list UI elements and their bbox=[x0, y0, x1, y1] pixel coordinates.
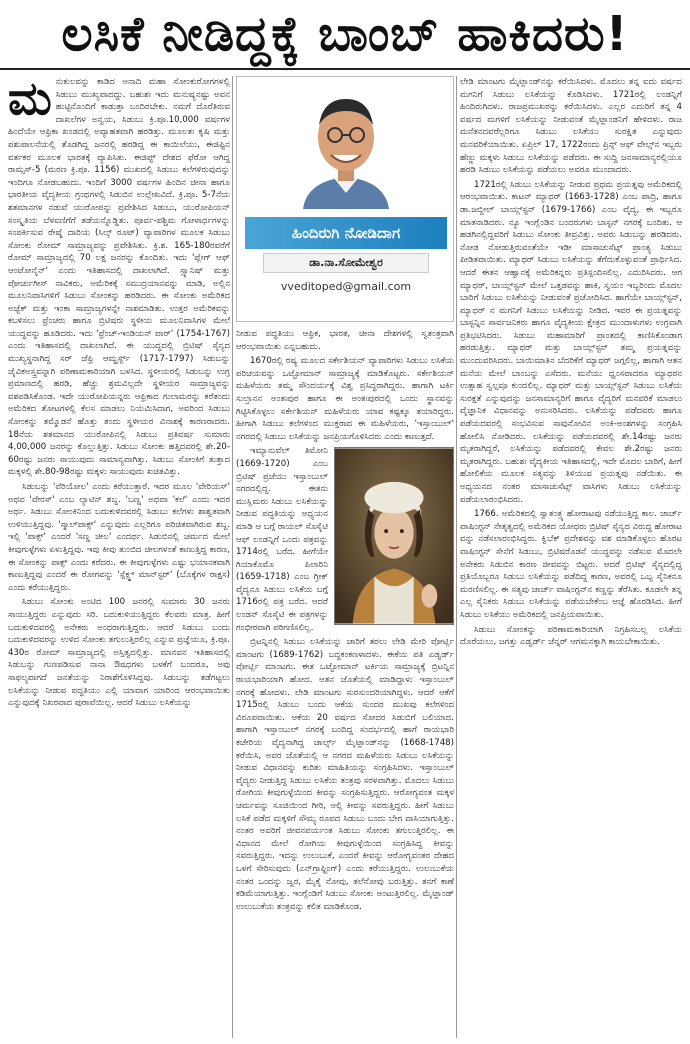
portrait-painting bbox=[335, 448, 453, 624]
lady-montagu-portrait bbox=[334, 447, 454, 625]
headline: ಲಸಿಕೆ ನೀಡಿದ್ದಕ್ಕೆ ಬಾಂಬ್ ಹಾಕಿದರು! bbox=[0, 0, 690, 70]
article-paragraph: 1721ರಲ್ಲಿ ಸಿಡುಬು ಲಸಿಕೆಯನ್ನು ನೀಡುವ ಪ್ರಥಮ ಪ್ರಯತ್ನವು ಅಮೆರಿಕದಲ್ಲಿ ಆರಂಭವಾಯಿತು. ಕಾಟನ್ ಮ್ಯಾಥರ್ (1663-1728) ಎಂಬ ಪಾದ್ರಿ, ಹಾಗೂ ಡಾ.ಜಬ್ದೀಲ್ ಬಾಯ್ಲ್‌ಸ್ಟನ್ (1679-1766) ಎಂಬ ವೈದ್ಯ, ಈ ಇಬ್ಬರೂ ಮಾತನಾಡಿದರು. ನ್ಯೂ ಇಂಗ್ಲೆಂಡಿನ ಬಂದರುಗಳು ಬಾಸ್ಟನ್ ನಗರಕ್ಕೆ ಬಂದಿತು. ಆ ಹಡಗಿನಲ್ಲಿದ್ದವರಿಗೆ ಸಿಡುಬು ಸೋಂಕು ತೀವ್ರವಿತ್ತು. ಅವರು ಸಿಡುಬನ್ನು ಹರಡಿದರು. ನೋಡ ನೋಡುತ್ತಿರುವಂತೆಯೇ ಇಡೀ ಮಾಸಾಚುಸೆಟ್ಸ್ ಪ್ರಾಂತ್ಯ ಸಿಡುಬು ಪೀಡಿತವಾಯಿತು. ಮ್ಯಾಥರ್ ಸಿಡುಬು ಲಸಿಕೆಯನ್ನು ತೆಗೆದುಕೊಳ್ಳುವಂತೆ ಪ್ರಾರ್ಥಿಸಿದ. ಆದರೆ ಈತನ ಆಹ್ವಾನಕ್ಕೆ ಅಮೆರಿಕನ್ನರು ಪ್ರತಿಸ್ಪಂದಿಸಲಿಲ್ಲ. ಎದುರಿಸಿದರು. ಆಗ ಮ್ಯಾಥರ್, ಬಾಯ್ಲ್‌ಸ್ಟನ್ ಮೇಲೆ ಒತ್ತಡವನ್ನು ಹಾಕಿ, ಸ್ವಯಂ ಇಬ್ಬರಿಂದು ಮೊದಲ ಬಾರಿಗೆ ಸಿಡುಬು ಲಸಿಕೆಯನ್ನು ನೀಡುವಂತೆ ಪ್ರಚೋದಿಸಿದ. ಹಾಗೆಯೇ ಬಾಯ್ಲ್‌ಸ್ಟನ್, ಮ್ಯಾಥರ್ ನ ಮಗನಿಗೆ ಸಿಡುಬು ಲಸಿಕೆಯನ್ನು ನೀಡಿದ. ಇವರ ಈ ಪ್ರಯತ್ನವನ್ನು ಬಾಸ್ಟನ್ನಿನ ಸಾರ್ವಜನಿಕರು ಹಾಗೂ ವೈದ್ಯಕೀಯ ಕ್ಷೇತ್ರದ ಮುಂದಾಳುಗಳು ಉಗ್ರವಾಗಿ ಪ್ರತಿಭಟಿಸಿದರು. ಸಿಡುಬು ಮಹಾಮಾರಿಗೆ ಪ್ರಾಂತದಲ್ಲಿ ಕಾಣಿಸಿಕೊಂಡಾಗ ಹರಡುತ್ತಿತ್ತು. ಮ್ಯಾಥರ್ ಮತ್ತು ಬಾಯ್ಲ್‌ಸ್ಟನ್ ತಮ್ಮ ಪ್ರಯತ್ನವನ್ನು ಮುಂದುವರಿಸಿದರು. ಬಾಯಿಮಾತಿನ ಬೆದರಿಕೆಗೆ ಮ್ಯಾಥರ್ ಜಗ್ಗಲಿಲ್ಲ, ಹಾಗಾಗಿ ಆತನ ಮನೆಯ ಮೇಲೆ ಬಾಂಬನ್ನು ಎಸೆದರು. ಮನೆಯು ಧ್ವಂಸವಾದರೂ ಮ್ಯಾಥರನ ಉತ್ಸಾಹ ಸ್ವಲ್ಪವೂ ಕುಂದಲಿಲ್ಲ. ಮ್ಯಾಥರ್ ಮತ್ತು ಬಾಯ್ಲ್‌ಸ್ಟನ್ ಸಿಡುಬು ಲಸಿಕೆಯ ಸುರಕ್ಷತೆ ಎನ್ನುವುದನ್ನು ಜನಸಾಮಾನ್ಯರಿಗೆ ಹಾಗೂ ವೈದ್ಯರಿಗೆ ಮನವರಿಕೆ ಮಾಡಲು ವೈಜ್ಞಾನಿಕ ವಿಧಾನವನ್ನು ಅನುಸರಿಸಿದರು. ಲಸಿಕೆಯನ್ನು ಪಡೆದವರು ಹಾಗೂ ಪಡೆಯದವರಲ್ಲಿ ಸಂಭವಿಸುವ ಸಾವುನೋವಿನ ಅಂಕಿ-ಅಂಶಗಳನ್ನು ಸಂಗ್ರಹಿಸಿ ಹೋಲಿಸಿ ನೋಡಿದರು. ಲಸಿಕೆಯನ್ನು ಪಡೆಯದವರಲ್ಲಿ ಶೇ.14ರಷ್ಟು ಜನರು ಮೃತರಾಗಿದ್ದರೆ, ಲಸಿಕೆಯನ್ನು ಪಡೆದವರಲ್ಲಿ ಕೇವಲ ಶೇ.2ರಷ್ಟು ಜನರು ಮೃತರಾಗಿದ್ದರು. ಬಹುಶಃ ವೈದ್ಯಕೀಯ ಇತಿಹಾಸದಲ್ಲಿ, ಇದೇ ಮೊದಲ ಬಾರಿಗೆ, ಹೀಗೆ ಹೋಲಿಕೆಯ ಮೂಲಕ ಸತ್ಯವನ್ನು ತಿಳಿಯುವ ಪ್ರಯತ್ನವು ನಡೆಯಿತು. ಈ ಅಧ್ಯಯನದ ನಂತರ ಮಾಸಾಚುಸೆಟ್ಸ್ ವಾಸಿಗಳು ಸಿಡುಬು ಲಸಿಕೆಯನ್ನು ಪಡೆಯಲಾರಂಭಿಸಿದರು. bbox=[460, 179, 682, 505]
paragraph-text: ನುಕುಲವನ್ನು ಕಾಡಿದ ಅನಾದಿ ಮಹಾ ಸೋಂಕುರೋಗಗಳಲ್ಲಿ ಸಿಡುಬು ಮುಖ್ಯವಾದದ್ದು. ಬಹುಶಃ ಇದು ಮನುಷ್ಯನಷ್ಟು ಅವನ ಹುಟ್ಟಿನೊಂದಿಗೆ ಕಾಡುತ್ತಾ ಬಂದಿರಬೇಕು. ನಮಗೆ ದೊರೆತಿರುವ ದಾಖಲೆಗಳ ಅನ್ವಯ, ಸಿಡುಬು ಕ್ರಿ.ಪೂ.10,000 ವರ್ಷಗಳ ಹಿಂದೆಯೇ ಆಫ್ರಿಕಾ ಖಂಡದಲ್ಲಿ ಅವ್ಯಾಹತವಾಗಿ ಹರಡಿತ್ತು. ಮೂಲತಃ ಕೃಷಿ ಮತ್ತು ಪಶುಪಾಲನೆಯಲ್ಲಿ ತೊಡಗಿದ್ದ ಜನರಲ್ಲಿ ಹರಡಿದ್ದ ಈ ಕಾಯಿಲೆಯು, ಈಜಿಪ್ಟಿನ ವರ್ತಕರ ಮೂಲಕ ಭಾರತಕ್ಕೆ ವ್ಯಾಪಿಸಿತು. ಈಜಿಪ್ಟ್ ದೇಶದ ಫೆರೋ ಆಗಿದ್ದ ರಾಮ್ಸಸ್-5 (ಮರಣ ಕ್ರಿ.ಪೂ. 1156) ಮುಖದಲ್ಲಿ ಸಿಡುಬು ಕಲೆಗಳಿರುವುದನ್ನು ಇಂದಿಗೂ ನೋಡಬಹುದು. ಇಂದಿಗೆ 3000 ವರ್ಷಗಳ ಹಿಂದಿನ ಚೀನಾ ಹಾಗೂ ಭಾರತೀಯ ವೈದ್ಯಕೀಯ ಗ್ರಂಥಗಳಲ್ಲಿ ಸಿಡುಬಿನ ಉಲ್ಲೇಖವಿದೆ. ಕ್ರಿ.ಪೂ. 5-7ನೆಯ ಶತಮಾನಗಳ ನಡುವೆ ಯುರೋಪನ್ನು ಪ್ರವೇಶಿಸಿದ ಸಿಡುಬು, ಯುರೋಪಿಯನ್ ಸಂಸ್ಕೃತಿಯ ಬೆಳವಣಿಗೆಗೆ ತಡೆಯನ್ನೊಡ್ಡಿತು. ಪೂರ್ವ-ಪಶ್ಚಿಮ ಗೋಳಾರ್ಧಗಳನ್ನು ಸಂಪರ್ಕಿಸುವ ರೇಷ್ಮೆ ದಾರಿಯ (ಸಿಲ್ಕ್ ರೂಟ್) ವ್ಯಾಪಾರಿಗಳ ಮೂಲಕ ಸಿಡುಬು ಸೋಂಕು ರೋಮ್ ಸಾಮ್ರಾಜ್ಯವನ್ನು ಪ್ರವೇಶಿಸಿತು. ಕ್ರಿ.ಶ. 165-180ರವರೆಗೆ ರೋಮ್ ಸಾಮ್ರಾಜ್ಯದಲ್ಲಿ 70 ಲಕ್ಷ ಜನರನ್ನು ಕೊಂದಿತು. ಇದು 'ಪ್ಲೇಗ್ ಆಫ್ ಆಂಟೋನೈನ್' ಎಂದು ಇತಿಹಾಸದಲ್ಲಿ ದಾಖಲಾಗಿದೆ. ಸ್ಪ್ಯಾನಿಷ್ ಮತ್ತು ಪೋರ್ಚುಗೀಸ್ ನಾವಿಕರು, ಅಮೆರಿಕಕ್ಕೆ ಸಮುದ್ರಯಾನವನ್ನು ಮಾಡಿ, ಅಲ್ಲಿನ ಮೂಲನಿವಾಸಿಗಳಿಗೆ ಸಿಡುಬು ಸೋಂಕನ್ನು ಹರಡಿದರು. ಈ ಸೋಂಕು ಅಮೆರಿಕದ ಅಜ್ಟೆಕ್ ಮತ್ತು ಇಂಕಾ ಸಾಮ್ರಾಜ್ಯಗಳನ್ನೇ ನಾಶಮಾಡಿತು. ಉತ್ತರ ಅಮೆರಿಕವನ್ನು ಕಬಳಿಸಲು ಫ್ರೆಂಚರು ಹಾಗೂ ಬ್ರಿಟಿಷರು ಸ್ಥಳೀಯ ಮೂಲನಿವಾಸಿಗಳ ಮೇಲೆ ಯುದ್ಧವನ್ನು ಹೂಡಿದರು. ಇದು 'ಫ್ರೆಂಚ್-ಇಂಡಿಯನ್ ವಾರ್' (1754-1767) ಎಂದು ಇತಿಹಾಸದಲ್ಲಿ ದಾಖಲಾಗಿದೆ. ಈ ಯುದ್ಧದಲ್ಲಿ ಬ್ರಿಟಿಷ್ ಸೈನ್ಯದ ಮುಖ್ಯಸ್ಥನಾಗಿದ್ದ ಸರ್ ಜೆಫ್ರಿ ಆಮ್ಹರ್ಸ್ಟ್ (1717-1797) ಸಿಡುಬನ್ನು ಜೈವಿಕಅಸ್ತ್ರವನ್ನಾಗಿ ಪರಿಣಾಮಕಾರಿಯಾಗಿ ಬಳಸಿದ. ಸ್ಥಳೀಯರಲ್ಲಿ ಸಿಡುಬನ್ನು ಉಗ್ರ ಪ್ರಮಾಣದಲ್ಲಿ ಹರಡಿ, ಹೆಚ್ಚು ಶ್ರಮವಿಲ್ಲದೇ ಸ್ಥಳೀಯರ ಸಾಮ್ರಾಜ್ಯವನ್ನು ವಶಪಡಿಸಿಕೊಂಡ. ಇದೇ ಯುರೋಪಿಯನ್ನರು ಆಫ್ರಿಕಾದ ಗುಲಾಮರನ್ನು ಕರೆತಂದು ಅಮೆರಿಕದ ತೋಟಗಳಲ್ಲಿ ಕೆಲಸ ಮಾಡಲು ನಿಯಮಿಸಿದಾಗ, ಅವರಿಂದ ಸಿಡುಬು ಸೋಂಕನ್ನು ತಮ್ಮೊಡನೆ ಹೊತ್ತು ತಂದು ಸ್ಥಳೀಯರ ವಿನಾಶಕ್ಕೆ ಕಾರಣರಾದರು. 18ನೆಯ ಶತಮಾನದ ಯುರೋಪಿನಲ್ಲಿ ಸಿಡುಬು ಪ್ರತಿವರ್ಷ ಸುಮಾರು 4,00,000 ಜನರನ್ನು ಕೊಲ್ಲುತ್ತಿತ್ತು. ಸಿಡುಬು ಸೋಂಕು ಹತ್ತಿದವರಲ್ಲಿ ಶೇ.20-60ರಷ್ಟು ಜನರು ಸಾಯುವುದು ಸಾಮಾನ್ಯವಾಗಿತ್ತು. ಸಿಡುಬು ಸೋಂಕಿಗೆ ತುತ್ತಾದ ಮಕ್ಕಳಲ್ಲಿ ಶೇ.80-98ರಷ್ಟು ಮಕ್ಕಳು ಸಾಯುವುದು ಖಚಿತವಿತ್ತು. bbox=[8, 77, 230, 478]
article-paragraph: 1670ರಲ್ಲಿ ರಷ್ಯ ಮೂಲದ ಸರ್ಕೇಶಿಯನ್ ವ್ಯಾಪಾರಿಗಳು ಸಿಡುಬು ಲಸಿಕೆಯ ಪರಿಚಯವನ್ನು ಒಟ್ಟೋಮಾನ್ ಸಾಮ್ರಾಜ್ಯಕ್ಕೆ ಮಾಡಿಕೊಟ್ಟರು. ಸರ್ಕೇಶಿಯನ್ ಮಹಿಳೆಯರು ತಮ್ಮ ಸೌಂದರ್ಯಕ್ಕೆ ವಿಶ್ವ ಪ್ರಸಿದ್ಧರಾಗಿದ್ದರು. ಹಾಗಾಗಿ ಟರ್ಕಿ ಸುಲ್ತಾನನ ಅಂತಃಪುರ ಹಾಗೂ ಈ ಅಂತಃಪುರದಲ್ಲಿ ಒಂದು ಸ್ಥಾನವನ್ನು ಗಿಟ್ಟಿಸಿಕೊಳ್ಳಲು ಸರ್ಕೇಶಿಯನ್ ಮಹಿಳೆಯರು ಯಾವ ಕಷ್ಟಕ್ಕೂ ತಯಾರಿದ್ದರು. ಹೀಗಾಗಿ ಸಿಡುಬು ಕಲೆಗಳಿಂದ ಮುಕ್ತರಾದ ಈ ಮಹಿಳೆಯರು, 'ಇಸ್ತಾಂಬುಲ್' ನಗರದಲ್ಲಿ ಸಿಡುಬು ಲಸಿಕೆಯನ್ನು ಜನಪ್ರಿಯಗೊಳಿಸಿದರು ಎಂದು ಕಾಣುತ್ತದೆ. bbox=[236, 356, 454, 442]
article-paragraph: ಸಿಡುಬನ್ನು 'ವೆರಿಯೋಲ' ಎಂದು ಕರೆಯುತ್ತಾರೆ. ಇದರ ಮೂಲ 'ವೇರಿಯಸ್' ಅಥವ 'ವೇರಸ್' ಎಂಬ ಲ್ಯಾಟಿನ್ ಶಬ್ದ. 'ಬಣ್ಣ' ಅಥವಾ 'ಕಲೆ' ಎಂದು ಇದರ ಅರ್ಥ. ಸಿಡುಬು ಸೋಂಕಿನಿಂದ ಬದುಕುಳಿದವರಲ್ಲಿ ಸಿಡುಬು ಕಲೆಗಳು ಶಾಶ್ವತವಾಗಿ ಉಳಿಯುತ್ತಿದ್ದವು. 'ಸ್ಮಾಲ್‌ಪಾಕ್ಸ್' ಎನ್ನುವುದು ಎಲ್ಲರಿಗೂ ಪರಿಚಿತವಾಗಿರುವ ಶಬ್ದ. ಇಲ್ಲಿ 'ಪಾಕ್ಸ್' ಎಂದರೆ 'ಸಣ್ಣ ಚೀಲ' ಎಂದರ್ಥ. ಸಿಡುಬಿನಲ್ಲಿ ಚರ್ಮದ ಮೇಲೆ ಕೀವುಗುಳ್ಳೆಗಳು ಏಳುತ್ತಿದ್ದವು. ಇವು ಕೀವು ತುಂಬಿದ ಚೀಲಗಳಂತೆ ಕಾಣುತ್ತಿದ್ದ ಕಾರಣ, ಈ ಸೋಂಕನ್ನು ಪಾಕ್ಸ್ ಎಂದು ಕರೆದರು. ಈ ಕೀವುಗುಳ್ಳೆಗಳು ಎಷ್ಟು ಭಯಾನಕವಾಗಿ ಕಾಣುತ್ತಿದ್ದವು ಎಂದರೆ ಈ ರೋಗವನ್ನು 'ಸ್ಪೆಕ್ಲ್ಡ್ ಮಾನ್‌ಸ್ಟರ್' (ಬೊಕ್ಕೆಗಳ ರಾಕ್ಷಸ) ಎಂದು ಕರೆಯುತ್ತಿದ್ದರು. bbox=[8, 482, 230, 593]
article-column-2 bbox=[236, 76, 454, 1038]
article-paragraph: ಲೇಡಿ ಮಾಂಟಗು ಮೈಟ್ಲಾಂಡ್‌ನನ್ನು ಕರೆಯಿಸಿದಳು. ಮೊದಲು ತನ್ನ ಐದು ವರ್ಷದ ಮಗನಿಗೆ ಸಿಡುಬು ಲಸಿಕೆಯನ್ನು ಕೊಡಿಸಿದಳು. 1721ರಲ್ಲಿ ಲಂಡನ್ನಿಗೆ ಹಿಂದಿರುಗಿದಳು. ರಾಜಪ್ರಮುಖರನ್ನು ಕರೆಯಿಸಿದಳು. ಎಲ್ಲರ ಎದುರಿಗೆ ತನ್ನ 4 ವರ್ಷದ ಮಗಳಿಗೆ ಲಸಿಕೆಯನ್ನು ನೀಡುವಂತೆ ಮೈಟ್ಲಾಂಡನಿಗೆ ಹೇಳಿದಳು. ರಾಜ ಮನೆತನದವರೆಲ್ಲರಿಗೂ ಸಿಡುಬು ಲಸಿಕೆಯು ಸುರಕ್ಷಿತ ಎನ್ನುವುದು ಮನವರಿಕೆಯಾಯಿತು. ಏಪ್ರಿಲ್ 17, 1722ರಂದು ಪ್ರಿನ್ಸ್ ಆಫ್ ವೇಲ್ಸ್‌ನ ಇಬ್ಬರು ಹೆಣ್ಣು ಮಕ್ಕಳು ಸಿಡುಬು ಲಸಿಕೆಯನ್ನು ಪಡೆದರು. ಈ ಸುದ್ದಿ ಜನಸಾಮಾನ್ಯರಲ್ಲಿಯೂ ಹರಡಿ ಸಿಡುಬು ಲಸಿಕೆಯನ್ನು ಪಡೆಯಲು ಅವರೂ ಮುಂದಾದರು. bbox=[460, 77, 682, 176]
article-column-3 bbox=[460, 76, 682, 1038]
article-paragraph: ಇಮ್ಯಾನುವೆಲ್ ತಿಮೋನಿ (1669-1720) ಎಂಬ ಬ್ರಿಟಿಷ್ ಪ್ರಜೆಯು ಇಸ್ತಾಂಬುಲ್ ನಗರದಲ್ಲಿದ್ದ. ಈತನು ಮುಸ್ಲಿಮರು ಸಿಡುಬು ಲಸಿಕೆಯನ್ನು ನೀಡುವ ಪದ್ಧತಿಯನ್ನು ಅಧ್ಯಯನ ಮಾಡಿ ಆ ಬಗ್ಗೆ ರಾಯಲ್ ಸೊಸೈಟಿ ಆಫ್ ಲಂಡನ್ನಿಗೆ ಒಂದು ಪತ್ರವನ್ನು 1714ರಲ್ಲಿ ಬರೆದ. ಹೀಗೆಯೇ ಗಿಯಾಕೊಮೊ ಪಿಲಾರಿನಿ (1659-1718) ಎಂಬ ಗ್ರೀಕ್ ವೈದ್ಯನೂ ಸಿಡುಬು ಲಸಿಕೆಯ ಬಗ್ಗೆ 1716ರಲ್ಲಿ ಪತ್ರ ಬರೆದ. ಆದರೆ ಲಂಡನ್ ಸೊಸೈಟಿ ಈ ಪತ್ರಗಳನ್ನು ಗಂಭೀರವಾಗಿ ಪರಿಗಣಿಸಲಿಲ್ಲ. bbox=[236, 446, 329, 633]
article-paragraph: 1766. ಅಮೆರಿಕದಲ್ಲಿ ಸ್ವಾತಂತ್ರ್ಯ ಹೋರಾಟವು ನಡೆಯುತ್ತಿದ್ದ ಕಾಲ. ಜಾರ್ಜ್ ವಾಷಿಂಗ್ಟನ್ ನೇತೃತ್ವದಲ್ಲಿ ಅಮೆರಿಕದ ಯೋಧರು ಬ್ರಿಟಿಷ್ ಸೈನ್ಯದ ವಿರುದ್ಧ ಹೋರಾಟ ವನ್ನು ನಡೆಸಲಾರಂಭಿಸಿದ್ದರು. ಕ್ವಿಬೆಕ್ ಪ್ರದೇಶವನ್ನು ವಶ ಮಾಡಿಕೊಳ್ಳಲು ಹೊರಟ ವಾಷಿಂಗ್ಟನ್ ಸೇನೆಗೆ ಸಿಡುಬು, ಬ್ರಿಟಿಷರೊಡನೆ ಯುದ್ಧವನ್ನು ನಡೆಸುವ ಮೊದಲೇ ಅನೇಕರು ಸಿಡುಬಿನ ಕಾರಣ ಜೀವವನ್ನು ಬಿಟ್ಟರು. ಆದರೆ ಬ್ರಿಟಿಷ್ ಸೈನ್ಯದಲ್ಲಿದ್ದ ಪ್ರತಿಯೊಬ್ಬರೂ ಸಿಡುಬು ಲಸಿಕೆಯನ್ನು ಪಡೆದಿದ್ದ ಕಾರಣ, ಅವರಲ್ಲಿ ಒಬ್ಬ ಸೈನಿಕನೂ ಮರಣಿಸಲಿಲ್ಲ. ಈ ಸತ್ಯವು ಜಾರ್ಜ್ ವಾಷಿಂಗ್ಟನ್‌ನ ಕಣ್ಣನ್ನು ತೆರೆಸಿತು. ಕೂಡಲೇ ತನ್ನ ಎಲ್ಲ ಸೈನಿಕರು ಸಿಡುಬು ಲಸಿಕೆಯನ್ನು ಪಡೆಯಬೇಕೆಂಬ ಆಜ್ಞೆ ಹೊರಡಿಸಿದ. ಹೀಗೆ ಸಿಡುಬು ಲಸಿಕೆಯು ಅಮೆರಿಕದಲ್ಲಿ ಜನಪ್ರಿಯವಾಯಿತು. bbox=[460, 509, 682, 620]
article-paragraph: ಬ್ರಿಟನ್ನಿನಲ್ಲಿ ಸಿಡುಬು ಲಸಿಕೆಯನ್ನು ಜಾರಿಗೆ ತರಲು ಲೇಡಿ ಮೇರಿ ವೋರ್ಟ್ಲಿ ಮಾಂಟಗು (1689-1762) ಬದ್ಧಕಂಕಣಳಾದಳು. ಈಕೆಯ ಪತಿ ಎಡ್ವರ್ಡ್ ವೋರ್ಟ್ಲಿ ಮಾಂಟಗು. ಈತ ಒಟ್ಟೋಮಾನ್ ಟರ್ಕಿಯ ಸಾಮ್ರಾಜ್ಯಕ್ಕೆ ಬ್ರಿಟನ್ನಿನ ರಾಯಭಾರಿಯಾಗಿ ಹೋದ. ಆತನ ಜೊತೆಯಲ್ಲಿ ಮಾಡಿದ್ದಾಳು ಇಸ್ತಾಂಬುಲ್ ನಗರಕ್ಕೆ ಹೋದಳು. ಲೇಡಿ ಮಾಂಟಗು ಸುರಸುಂದರಿಯಾಗಿದ್ದಳು. ಆದರೆ ಆಕೆಗೆ 1715ರಲ್ಲಿ ಸಿಡುಬು ಬಂದು ಆಕೆಯ ಸುಂದರ ಮುಖವು ಕಲೆಗಳಿಂದ ವಿರೂಪವಾಯಿತು. ಆಕೆಯ 20 ವರ್ಷದ ಸೋದರ ಸಿಡುಬಿಗೆ ಬಲಿಯಾದ. ಹಾಗಾಗಿ ಇಸ್ತಾಂಬುಲ್ ನಗರಕ್ಕೆ ಬಂದಿದ್ದ ಸಂದರ್ಭದಲ್ಲಿ ಹಾಗೆ ರಾಯಭಾರಿ ಕಚೇರಿಯ ವೈದ್ಯನಾಗಿದ್ದ ಚಾರ್ಲ್ಸ್ ಮೈಟ್ಲಾಂಡ್‌ನನ್ನು (1668-1748) ಕರೆಯಿಸಿ, ಅವರ ಜೊತೆಯಲ್ಲಿ ಆ ನಗರದ ಮಹಿಳೆಯರು ಸಿಡುಬು ಲಸಿಕೆಯನ್ನು ನೀಡುವ ವಿಧಾನವನ್ನು ಕುರಿತು ಮಾಹಿತಿಯನ್ನು ಸಂಗ್ರಹಿಸಿದಳು. ಇಸ್ತಾಂಬುಲ್ ವೈದ್ಯರು ನೀಡುತ್ತಿದ್ದ ಸಿಡುಬು ಲಸಿಕೆಯ ತಂತ್ರವು ಸರಳವಾಗಿತ್ತು. ಮೊದಲು ಸಿಡುಬು ರೋಗಿಯ ಕೀವುಗುಳ್ಳೆಯಿಂದ ಕೀವನ್ನು ಸಂಗ್ರಹಿಸುತ್ತಿದ್ದರು. ಆರೋಗ್ಯವಂತ ಮಕ್ಕಳ ಚರ್ಮವನ್ನು ಸೂಜಿಯಿಂದ ಗೀರಿ, ಅಲ್ಲಿ ಕೀವನ್ನು ಸವರುತ್ತಿದ್ದರು. ಹೀಗೆ ಸಿಡುಬು ಲಸಿಕೆ ಪಡೆದ ಮಕ್ಕಳಿಗೆ ಸೌಮ್ಯ ರೂಪದ ಸಿಡುಬು ಬಂದು ಬೇಗ ವಾಸಿಯಾಗುತ್ತಿತ್ತು. ನಂತರ ಅವರಿಗೆ ಜೀವನಪರ್ಯಂತ ಸಿಡುಬು ಸೋಂಕು ತಗುಲುತ್ತಿರಲಿಲ್ಲ. ಈ ವಿಧಾನದ ಮೇಲೆ ರೋಗಿಯ ಕೀವುಗುಳ್ಳೆಯಿಂದ ಸಂಗ್ರಹಿಸಿದ್ದ ಕೀವನ್ನು ಸವರುತ್ತಿದ್ದರು. ಇದನ್ನು ಉಲುಬುಕೆ, ಎಂದರೆ ಕೀವನ್ನು ಆರೋಗ್ಯವಂತರ ದೇಹದ ಒಳಗೆ ಸೇರಿಸುವುದು (ಎನ್‌ಗ್ರಾಫ್ಟಿಂಗ್) ಎಂದು ಕರೆಯುತ್ತಿದ್ದರು. ಉಲುಬುಕೆಯ ನಂತರ ಒಂದನ್ನು ಜ್ವರ, ಮೈಕೈ ನೋವು, ತಲೆನೋವು ಬರುತ್ತಿತ್ತು. ತನಗೆ ಕಾಣೆ ಕಡಿಮೆಯಾಗುತ್ತಿತ್ತು. ಇಂಗ್ಲೆಂಡಿಗೆ ಸಿಡುಬು ಸೋಂಕು ಅಂಟುತ್ತಿರಲಿಲ್ಲ. ಮೈಟ್ಲಾಂಡ್ ಉಲುಬುಕೆಯ ತಂತ್ರವನ್ನು ಕಲಿತ ಮಾಡಿಕೊಂಡ. bbox=[236, 637, 454, 912]
author-name: ಡಾ.ನಾ.ಸೋಮೇಶ್ವರ bbox=[263, 253, 429, 273]
column-header-box bbox=[236, 76, 454, 322]
article-paragraph: ನೀಡುವ ಪದ್ಧತಿಯು ಆಫ್ರಿಕ, ಭಾರತ, ಚೀನಾ ದೇಶಗಳಲ್ಲಿ ಸ್ವತಂತ್ರವಾಗಿ ಆರಂಭವಾಯಿತು ಎನ್ನಬಹುದು. bbox=[236, 329, 454, 352]
column-divider bbox=[456, 76, 457, 1038]
article-paragraph: ಸಿಡುಬು ಸೋಂಕನ್ನು ಪರಿಣಾಮಕಾರಿಯಾಗಿ ನಿಗ್ರಹಿಸಬಲ್ಲ ಲಸಿಕೆಯ ದೊರೆಯಲು, ಜಗತ್ತು ಎಡ್ವರ್ಡ್ ಜೆನ್ನರ್ ಆಗಮನಕ್ಕಾಗಿ ಕಾಯಬೇಕಾಯಿತು. bbox=[460, 624, 682, 648]
author-portrait bbox=[293, 81, 399, 209]
article-paragraph: ಸಿಡುಬು ಸೋಂಕು ಅಂಟಿದ 100 ಜನರಲ್ಲಿ ಸುಮಾರು 30 ಜನರು ಸಾಯುತ್ತಿದ್ದರು ಎನ್ನುವುದು ಸರಿ. ಬದುಕುಳಿಯುತ್ತಿದ್ದರು ಕೆಲವರು ಮಾತ್ರ. ಹೀಗೆ ಬದುಕುಳಿದವರಲ್ಲಿ ಅನೇಕರು ಅಂಧರಾಗುತ್ತಿದ್ದರು. ಆದರೆ ಸಿಡುಬು ಬಂದು ಬದುಕುಳಿದವರನ್ನು ಉಳಿದ ಸೋಂಕು ತಗುಲುತ್ತಿರಲಿಲ್ಲ ಎನ್ನುವ ಪ್ರಜ್ಞೆಯೂ, ಕ್ರಿ.ಪೂ. 430ರ ರೋಮ್ ಸಾಮ್ರಾಜ್ಯದಲ್ಲಿ ಅಸ್ತಿತ್ವದಲ್ಲಿತ್ತು. ಮಾನವನ ಇತಿಹಾಸದಲ್ಲಿ ಸಿಡುಬನ್ನು ಗುಣಪಡಿಸುವ ನಾನಾ ಔಷಧಗಳು ಬಳಕೆಗೆ ಬಂದರೂ, ಅವು ಸಾಫಲ್ಯವಾಗದೆ ಜನತೆಯನ್ನು ನಿರಾಶೆಗೊಳಿಸಿದ್ದವು. ಸಿಡುಬನ್ನು ತಡೆಗಟ್ಟಲು ಲಸಿಕೆಯನ್ನು ನೀಡುವ ಪದ್ಧತಿಯು ಎಲ್ಲಿ ಯಾವಾಗ ಯಾರಿಂದ ಆರಂಭವಾಯಿತು ಎನ್ನುವುದಕ್ಕೆ ನಿಖರವಾದ ಪುರಾವೆಯಿಲ್ಲ. ಆದರೆ ಸಿಡುಬು ಲಸಿಕೆಯನ್ನು bbox=[8, 597, 230, 709]
contact-email: vveditoped@gmail.com bbox=[280, 280, 412, 293]
article-column-1 bbox=[8, 76, 230, 1038]
drop-cap: ಮ bbox=[8, 76, 52, 125]
article-paragraph bbox=[8, 76, 230, 479]
column-divider bbox=[232, 76, 233, 1038]
series-title-banner: ಹಿಂದಿರುಗಿ ನೋಡಿದಾಗ bbox=[245, 217, 447, 249]
